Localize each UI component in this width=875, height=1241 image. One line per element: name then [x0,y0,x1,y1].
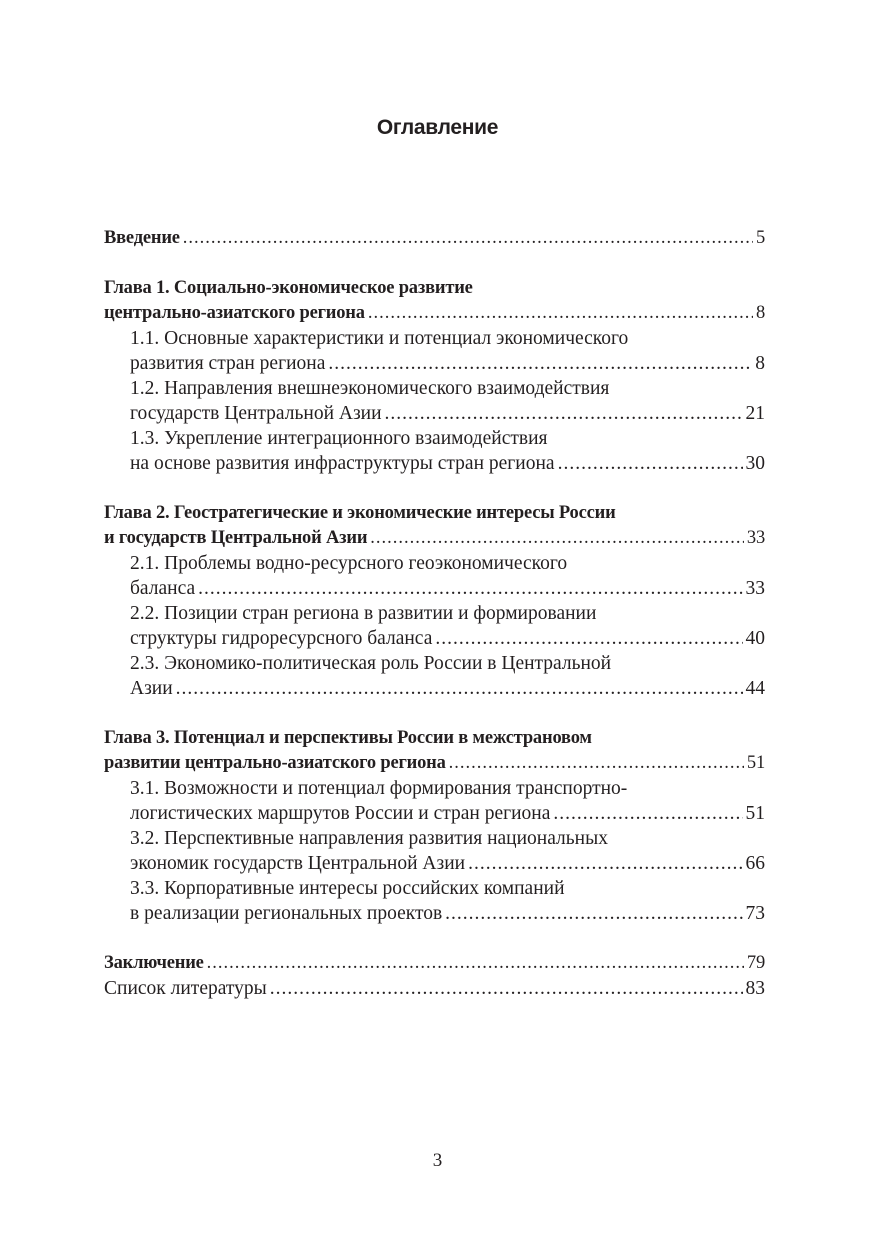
toc-section-1-3[interactable]: 1.3. Укрепление интеграционного взаимодействия [130,428,548,449]
toc-entry-references[interactable]: Список литературы ..... 83 [104,976,765,1001]
toc-page-number: 51 [746,753,765,773]
toc-chapter-2-title-cont[interactable]: и государств Центральной Азии ..... 33 [104,526,765,551]
toc-page-number: 33 [745,578,765,599]
toc-section-3-2-cont[interactable]: экономик государств Центральной Азии ..... 66 [104,851,765,876]
dot-leader [328,351,752,376]
dot-leader [198,576,742,601]
toc-page-number: 79 [746,953,765,973]
toc-section-2-2-cont[interactable]: структуры гидроресурсного баланса ..... 40 [104,626,765,651]
toc-page-number: 8 [755,303,765,323]
toc-section-2-1[interactable]: 2.1. Проблемы водно-ресурсного геоэкономического [130,553,568,574]
toc-page-number: 30 [745,453,765,474]
toc-entry-conclusion[interactable]: Заключение ..... 79 [104,951,765,976]
dot-leader [385,401,743,426]
toc-page-number: 40 [745,628,765,649]
toc-entry-introduction[interactable] [104,226,765,251]
toc-section-2-1-cont[interactable]: баланса ..... 33 [104,576,765,601]
toc-section-1-1[interactable]: 1.1. Основные характеристики и потенциал экономического [130,328,629,349]
page-number: 3 [432,1150,443,1171]
toc-section-1-2[interactable]: 1.2. Направления внешнеэкономического взаимодействия [130,378,610,399]
toc-entry-label: Введение [104,228,180,248]
toc-section-1-3-cont[interactable]: на основе развития инфраструктуры стран региона ..... 30 [104,451,765,476]
toc-section-3-2[interactable]: 3.2. Перспективные направления развития национальных [130,828,608,849]
dot-leader [176,676,743,701]
toc-section-3-1[interactable]: 3.1. Возможности и потенциал формирования транспортно- [130,778,628,799]
dot-leader [270,976,743,1001]
dot-leader [553,801,742,826]
dot-leader [468,851,742,876]
toc-section-1-1-cont[interactable]: развития стран региона ..... 8 [104,351,765,376]
toc-page-number: 21 [745,403,765,424]
toc-page-number: 66 [745,853,765,874]
page-title: Оглавление [376,116,499,139]
toc-section-3-1-cont[interactable]: логистических маршрутов России и стран региона ..... 51 [104,801,765,826]
toc-chapter-2-title[interactable]: Глава 2. Геостратегические и экономические интересы России [104,503,616,523]
dot-leader [207,951,744,976]
table-of-contents [104,226,765,1001]
toc-page-number: 83 [745,978,765,999]
toc-page-number: 44 [745,678,765,699]
toc-chapter-1-title[interactable]: Глава 1. Социально-экономическое развитие [104,278,473,298]
toc-page-number: 5 [755,228,765,248]
toc-section-3-3-cont[interactable]: в реализации региональных проектов ..... 73 [104,901,765,926]
dot-leader [370,526,744,551]
toc-section-2-2[interactable]: 2.2. Позиции стран региона в развитии и формировании [130,603,597,624]
toc-section-2-3[interactable]: 2.3. Экономико-политическая роль России в Центральной [130,653,612,674]
toc-section-3-3[interactable]: 3.3. Корпоративные интересы российских компаний [130,878,565,899]
toc-chapter-1-title-cont[interactable]: центрально-азиатского региона ..... 8 [104,301,765,326]
toc-page-number: 8 [755,353,765,374]
dot-leader [368,301,753,326]
dot-leader [183,226,753,251]
dot-leader [449,751,744,776]
dot-leader [558,451,743,476]
toc-section-1-2-cont[interactable]: государств Центральной Азии ..... 21 [104,401,765,426]
toc-section-2-3-cont[interactable]: Азии ..... 44 [104,676,765,701]
toc-chapter-3-title-cont[interactable]: развитии центрально-азиатского региона ..... 51 [104,751,765,776]
toc-chapter-3-title[interactable]: Глава 3. Потенциал и перспективы России в межстрановом [104,728,592,748]
dot-leader [445,901,742,926]
toc-page-number: 51 [745,803,765,824]
toc-page-number: 33 [746,528,765,548]
dot-leader [435,626,742,651]
toc-page-number: 73 [745,903,765,924]
